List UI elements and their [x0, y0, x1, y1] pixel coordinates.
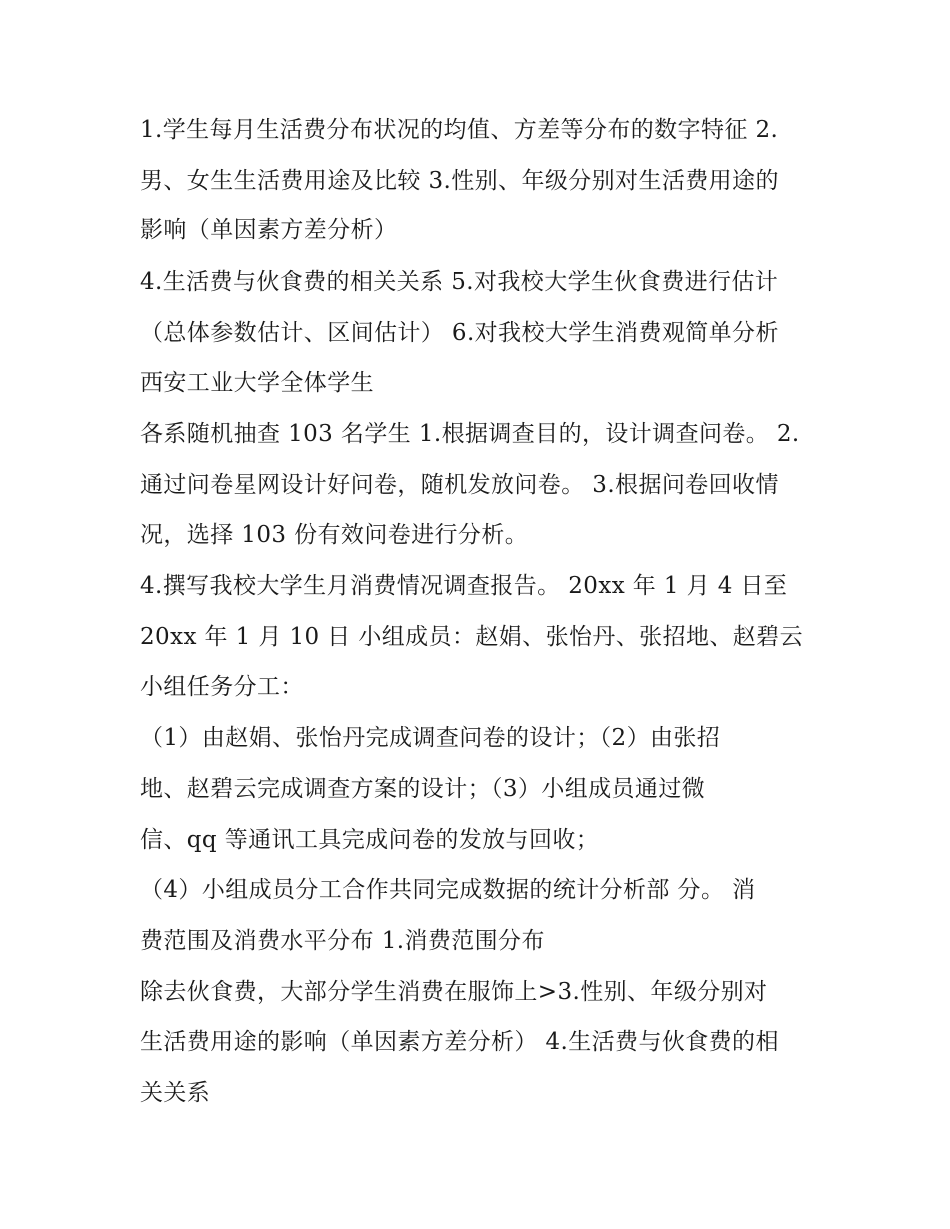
text-line: （总体参数估计、区间估计） 6.对我校大学生消费观简单分析 [140, 320, 779, 346]
text-line: 地、赵碧云完成调查方案的设计；（3）小组成员通过微 [140, 776, 706, 802]
text-line: 影响（单因素方差分析） [140, 217, 398, 243]
text-line: 各系随机抽查 103 名学生 1.根据调查目的，设计调查问卷。 2. [140, 421, 800, 447]
text-line: 信、qq 等通讯工具完成问卷的发放与回收； [140, 827, 600, 853]
text-line: （4）小组成员分工合作共同完成数据的统计分析部 分。 消 [140, 877, 756, 903]
text-line: 关关系 [140, 1080, 211, 1106]
text-line: 生活费用途的影响（单因素方差分析） 4.生活费与伙食费的相 [140, 1029, 779, 1055]
text-line: 20xx 年 1 月 10 日 小组成员：赵娟、张怡丹、张招地、赵碧云 [140, 624, 803, 650]
text-line: （1）由赵娟、张怡丹完成调查问卷的设计；（2）由张招 [140, 725, 721, 751]
text-line: 4.撰写我校大学生月消费情况调查报告。 20xx 年 1 月 4 日至 [140, 573, 788, 599]
text-line: 费范围及消费水平分布 1.消费范围分布 [140, 928, 545, 954]
text-line: 西安工业大学全体学生 [140, 370, 374, 396]
text-line: 4.生活费与伙食费的相关关系 5.对我校大学生伙食费进行估计 [140, 269, 779, 295]
text-line: 除去伙食费，大部分学生消费在服饰上>3.性别、年级分别对 [140, 979, 768, 1005]
text-line: 男、女生生活费用途及比较 3.性别、年级分别对生活费用途的 [140, 168, 779, 194]
text-line: 1.学生每月生活费分布状况的均值、方差等分布的数字特征 2. [140, 117, 779, 143]
text-line: 通过问卷星网设计好问卷，随机发放问卷。 3.根据问卷回收情 [140, 472, 779, 498]
text-line: 况，选择 103 份有效问卷进行分析。 [140, 522, 529, 548]
text-line: 小组任务分工： [140, 674, 304, 700]
